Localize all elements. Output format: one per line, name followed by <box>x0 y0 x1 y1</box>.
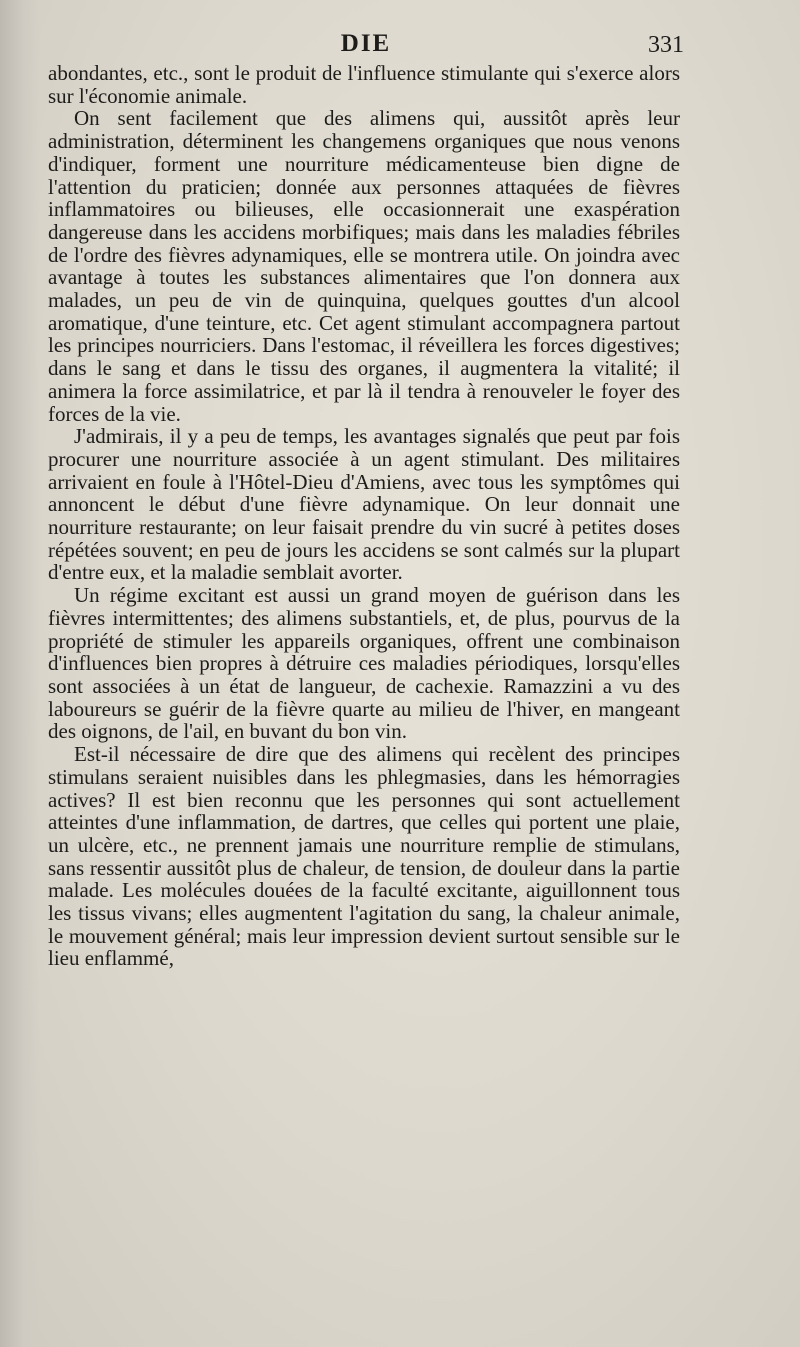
running-head: DIE <box>340 30 392 57</box>
body-text <box>48 62 680 970</box>
paragraph-1-continued: abondantes, etc., sont le produit de l'influence stimulante qui s'exerce alors sur l'économie animale. <box>48 61 680 108</box>
page-number: 331 <box>648 32 684 58</box>
page-gutter-shadow <box>0 0 40 1347</box>
paragraph-2: On sent facilement que des alimens qui, aussitôt après leur administration, déterminent les changemens organiques que nous venons d'indiquer, forment une nourriture médicamenteuse bien digne de l'attention du praticien; donnée aux personnes attaquées de fièvres inflammatoires ou bilieuses, elle occasionnerait une exaspération dangereuse dans les accidens morbifiques; mais dans les maladies fébriles de l'ordre des fièvres adynamiques, elle se montrera utile. On joindra avec avantage à toutes les substances alimentaires que l'on donnera aux malades, un peu de vin de quinquina, quelques gouttes d'un alcool aromatique, d'une teinture, etc. Cet agent stimulant accompagnera partout les principes nourriciers. Dans l'estomac, il réveillera les forces digestives; dans le sang et dans le tissu des organes, il augmentera la vitalité; il animera la force assimilatrice, et par là il tendra à renouveler le foyer des forces de la vie. <box>48 106 680 426</box>
page-header <box>48 30 684 64</box>
paragraph-5: Est-il nécessaire de dire que des alimens qui recèlent des principes stimulans seraient nuisibles dans les phlegmasies, dans les hémorragies actives? Il est bien reconnu que les personnes qui sont actuellement atteintes d'une inflammation, de dartres, que celles qui portent une plaie, un ulcère, etc., ne prennent jamais une nourriture remplie de stimulans, sans ressentir aussitôt plus de chaleur, de tension, de douleur dans la partie malade. Les molécules douées de la faculté excitante, aiguillonnent tous les tissus vivans; elles augmentent l'agitation du sang, la chaleur animale, le mouvement général; mais leur impression devient surtout sensible sur le lieu enflammé, <box>48 742 680 971</box>
paragraph-4: Un régime excitant est aussi un grand moyen de guérison dans les fièvres intermittentes; des alimens substantiels, et, de plus, pourvus de la propriété de stimuler les appareils organiques, offrent une combinaison d'influences bien propres à détruire ces maladies périodiques, lorsqu'elles sont associées à un état de langueur, de cachexie. Ramazzini a vu des laboureurs se guérir de la fièvre quarte au milieu de l'hiver, en mangeant des oignons, de l'ail, en buvant du bon vin. <box>48 583 680 744</box>
paragraph-3: J'admirais, il y a peu de temps, les avantages signalés que peut par fois procurer une nourriture associée à un agent stimulant. Des militaires arrivaient en foule à l'Hôtel-Dieu d'Amiens, avec tous les symptômes qui annoncent le début d'une fièvre adynamique. On leur donnait une nourriture restaurante; on leur faisait prendre du vin sucré à petites doses répétées souvent; en peu de jours les accidens se sont calmés sur la plupart d'entre eux, et la maladie semblait avorter. <box>48 424 680 585</box>
